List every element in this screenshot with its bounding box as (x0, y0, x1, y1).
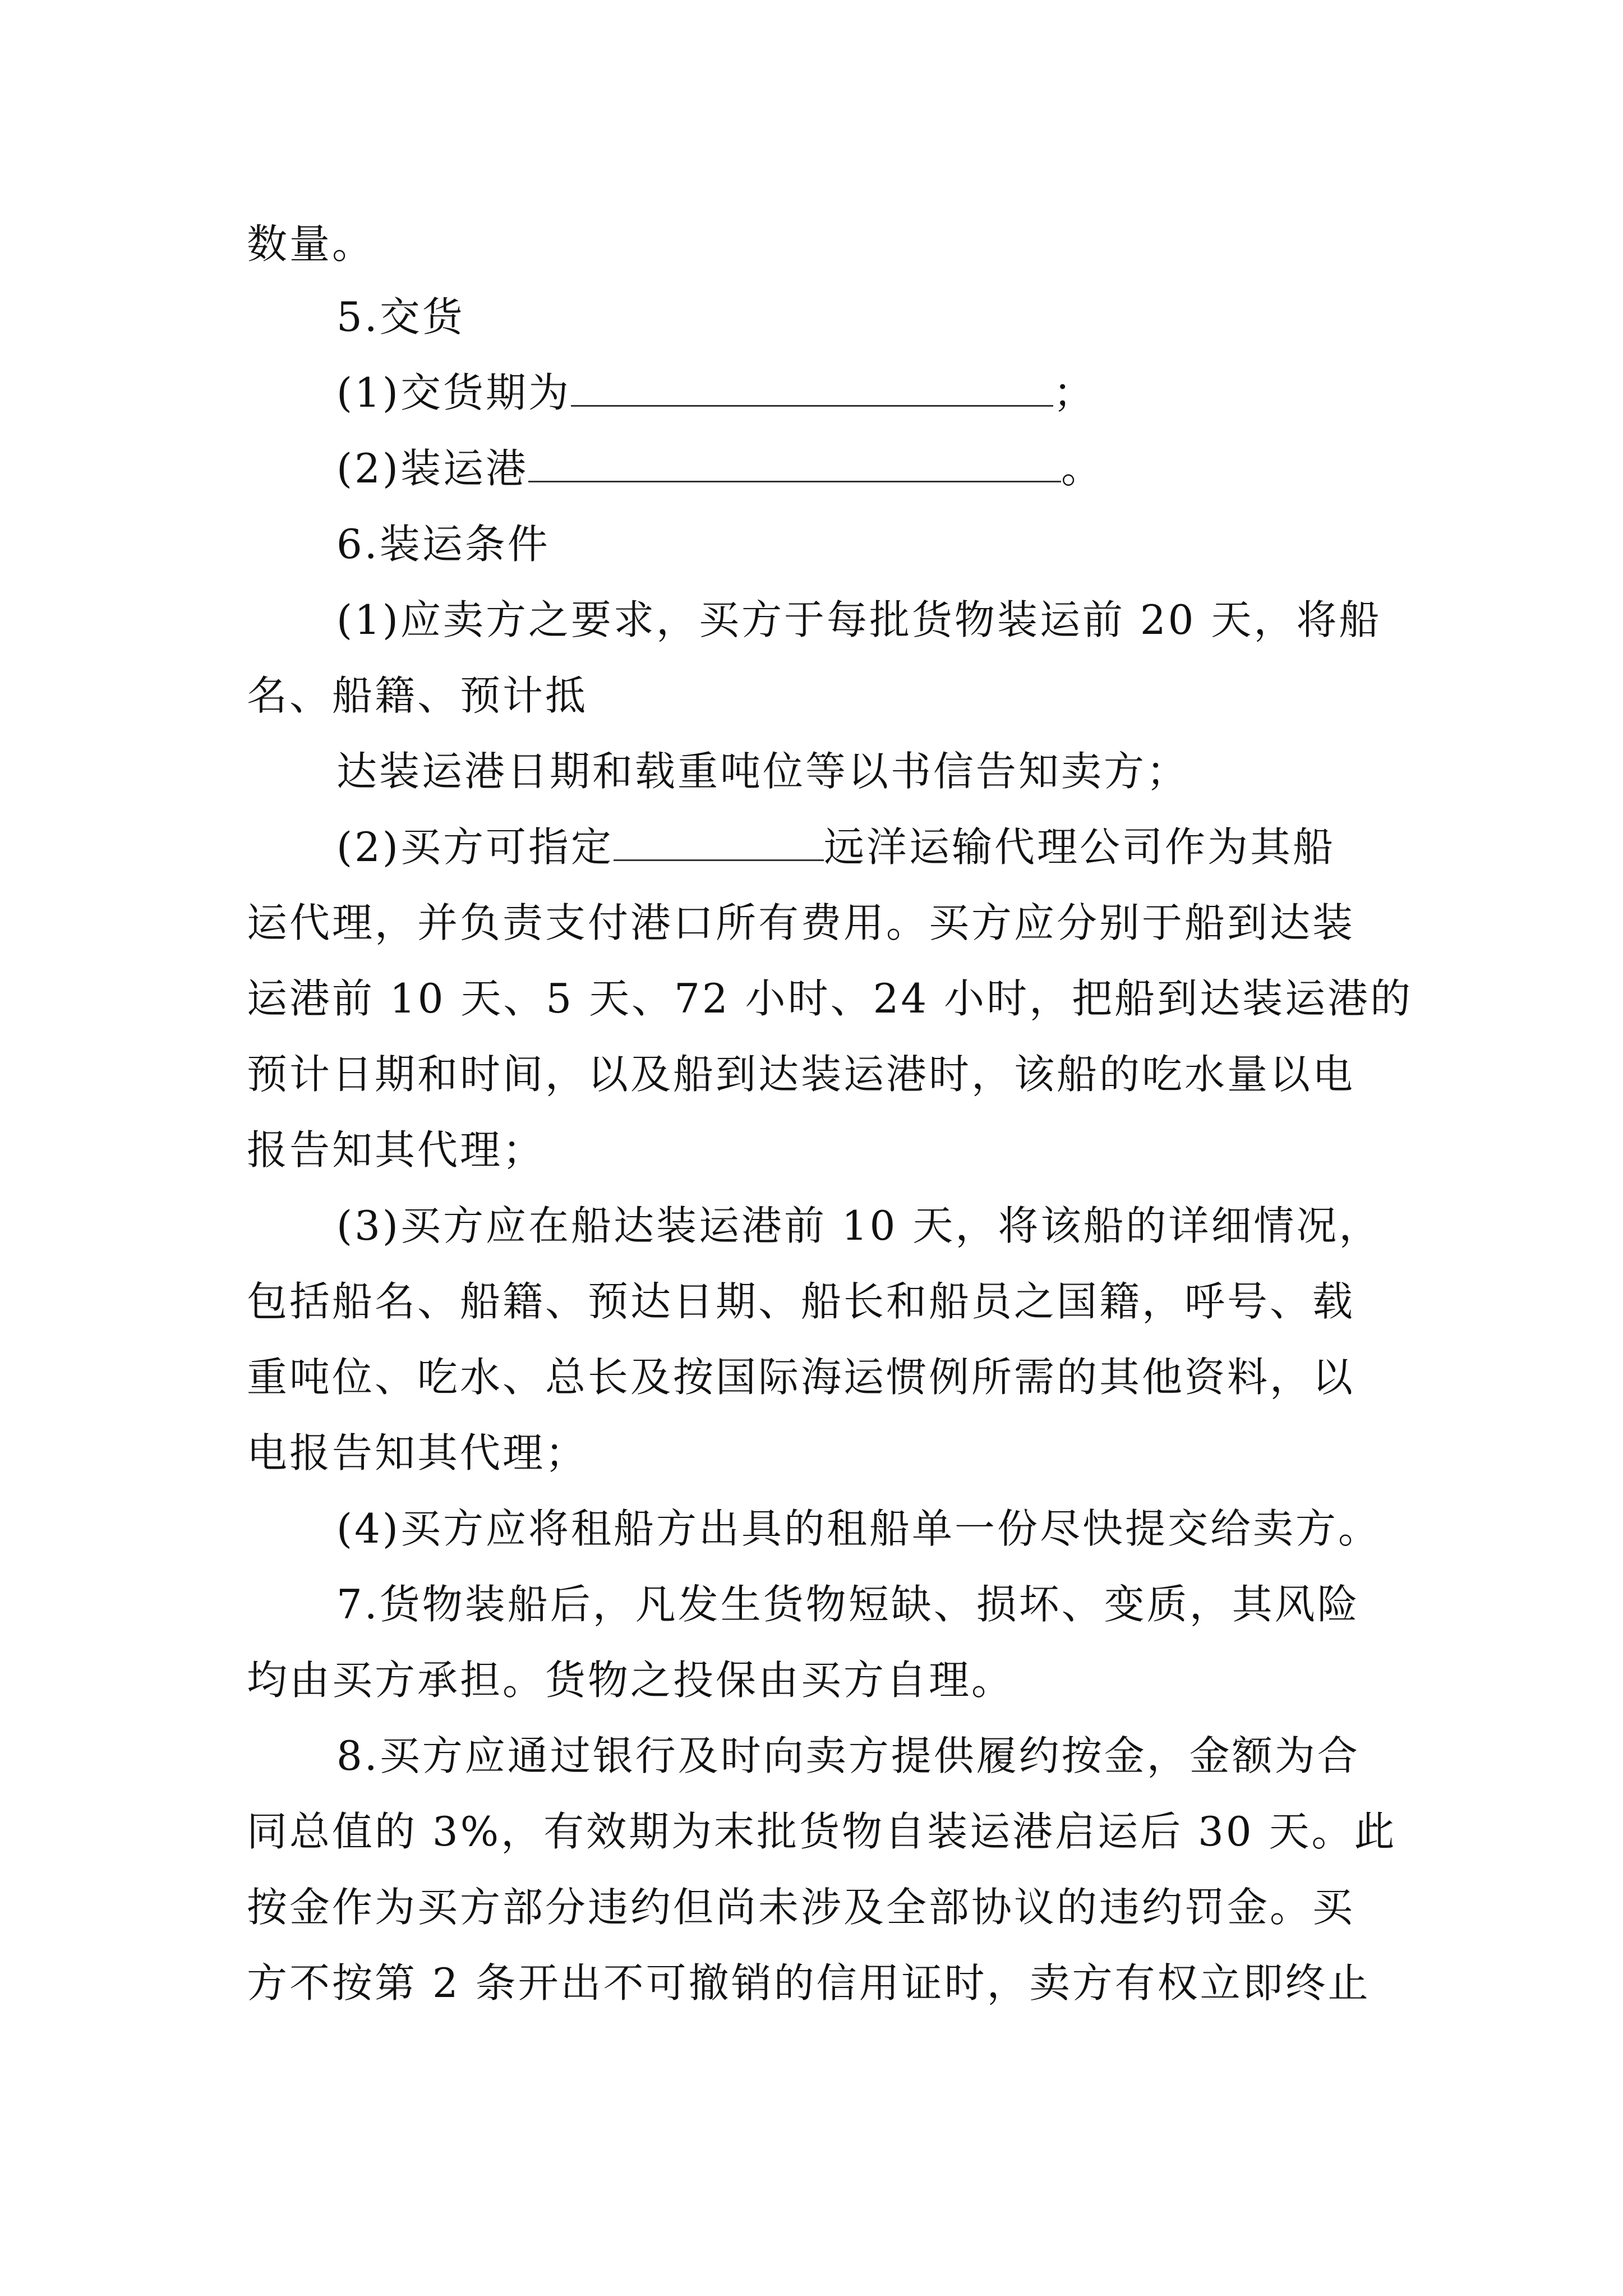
text-line: 电报告知其代理； (247, 1429, 588, 1476)
section-heading-delivery: 5.交货 (336, 293, 465, 341)
text-line: 8.买方应通过银行及时向卖方提供履约按金，金额为合 (336, 1732, 1360, 1779)
punctuation: 。 (1061, 445, 1104, 492)
text-line: 运港前 10 天、5 天、72 小时、24 小时，把船到达装运港的 (247, 975, 1413, 1022)
shipping-agent-line (336, 819, 1335, 875)
loading-port-blank (528, 447, 1061, 482)
shipping-agent-label: (2)买方可指定 (336, 823, 614, 871)
text-line: (1)应卖方之要求，买方于每批货物装运前 20 天，将船 (336, 596, 1382, 643)
text-line: 7.货物装船后，凡发生货物短缺、损坏、变质，其风险 (336, 1581, 1360, 1628)
text-line: 按金作为买方部分违约但尚未涉及全部协议的违约罚金。买 (247, 1884, 1355, 1931)
delivery-period-label: (1)交货期为 (336, 369, 571, 416)
loading-port-label: (2)装运港 (336, 445, 528, 492)
section-heading-shipping-terms: 6.装运条件 (336, 521, 550, 568)
text-line: 名、船籍、预计抵 (247, 672, 588, 719)
delivery-period-line (336, 365, 1096, 421)
text-line: (4)买方应将租船方出具的租船单一份尽快提交给卖方。 (336, 1505, 1381, 1552)
text-line: 包括船名、船籍、预达日期、船长和船员之国籍，呼号、载 (247, 1278, 1355, 1325)
text-line: (3)买方应在船达装运港前 10 天，将该船的详细情况， (336, 1202, 1382, 1249)
text-line: 运代理，并负责支付港口所有费用。买方应分别于船到达装 (247, 899, 1355, 946)
text-line: 数量。 (247, 220, 375, 268)
delivery-period-blank (571, 371, 1053, 407)
text-line: 重吨位、吃水、总长及按国际海运惯例所需的其他资料，以 (247, 1354, 1355, 1401)
text-line: 方不按第 2 条开出不可撤销的信用证时，卖方有权立即终止 (247, 1959, 1371, 2007)
text-line: 报告知其代理； (247, 1126, 546, 1174)
text-line: 同总值的 3%，有效期为末批货物自装运港启运后 30 天。此 (247, 1808, 1397, 1855)
shipping-agent-blank (614, 826, 824, 861)
text-line: 均由买方承担。货物之投保由买方自理。 (247, 1657, 1015, 1704)
shipping-agent-text: 远洋运输代理公司作为其船 (824, 823, 1336, 871)
text-line: 达装运港日期和载重吨位等以书信告知卖方； (336, 748, 1189, 795)
text-line: 预计日期和时间，以及船到达装运港时，该船的吃水量以电 (247, 1051, 1355, 1098)
punctuation: ； (1053, 369, 1096, 416)
loading-port-line (336, 440, 1104, 496)
